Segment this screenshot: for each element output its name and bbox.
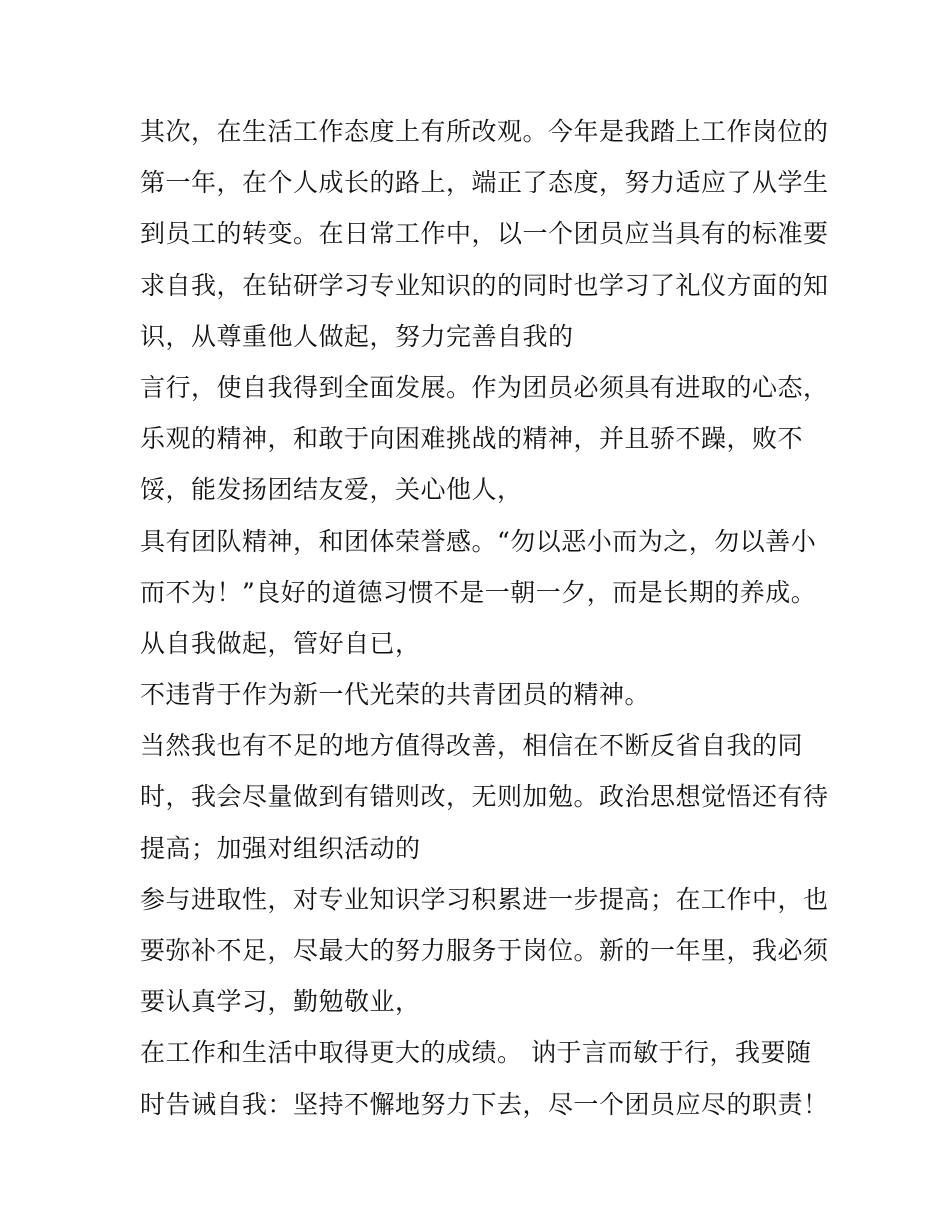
text-line: 言行，使自我得到全面发展。作为团员必须具有进取的心态， [140, 372, 829, 402]
text-line: 馁，能发扬团结友爱，关心他人， [140, 475, 523, 505]
text-line: 乐观的精神，和敢于向困难挑战的精神，并且骄不躁，败不 [140, 424, 804, 454]
text-line: 第一年，在个人成长的路上，端正了态度，努力适应了从学生 [140, 168, 829, 198]
text-line: 提高；加强对组织活动的 [140, 833, 421, 863]
text-line: 到员工的转变。在日常工作中，以一个团员应当具有的标准要 [140, 219, 829, 249]
text-line: 而不为！”良好的道德习惯不是一朝一夕，而是长期的养成。 [140, 577, 817, 607]
text-line: 其次，在生活工作态度上有所改观。今年是我踏上工作岗位的 [140, 117, 829, 146]
text-line: 时，我会尽量做到有错则改，无则加勉。政治思想觉悟还有待 [140, 782, 829, 812]
text-line: 当然我也有不足的地方值得改善，相信在不断反省自我的同 [140, 731, 804, 761]
text-line: 在工作和生活中取得更大的成绩。 讷于言而敏于行，我要随 [140, 1038, 812, 1068]
text-line: 具有团队精神，和团体荣誉感。“勿以恶小而为之，勿以善小 [140, 526, 817, 556]
text-line: 求自我，在钻研学习专业知识的的同时也学习了礼仪方面的知 [140, 270, 829, 300]
text-line: 要弥补不足，尽最大的努力服务于岗位。新的一年里，我必须 [140, 936, 829, 965]
text-line: 参与进取性，对专业知识学习积累进一步提高；在工作中，也 [140, 884, 829, 914]
text-line: 时告诫自我：坚持不懈地努力下去，尽一个团员应尽的职责！ [140, 1089, 829, 1119]
body-text [140, 106, 829, 1130]
text-line: 识，从尊重他人做起，努力完善自我的 [140, 321, 574, 351]
text-line: 不违背于作为新一代光荣的共青团员的精神。 [140, 680, 651, 710]
text-line: 要认真学习，勤勉敬业， [140, 987, 421, 1017]
text-line: 从自我做起，管好自已， [140, 628, 421, 658]
